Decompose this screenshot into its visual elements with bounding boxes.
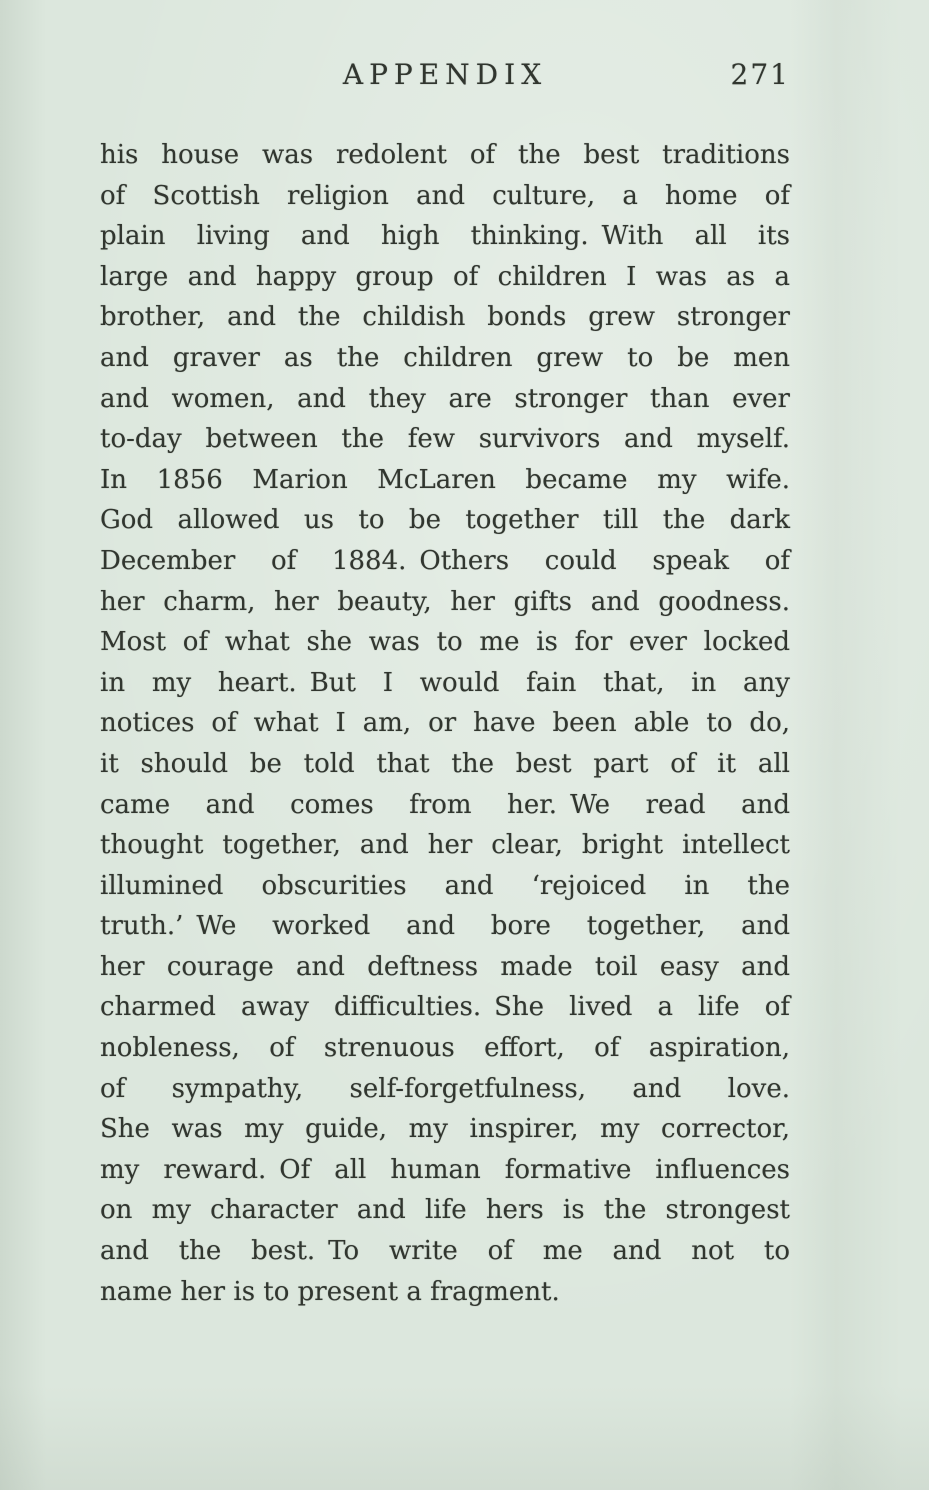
text-line: large and happy group of children I was as a — [100, 261, 790, 292]
body-text — [100, 135, 790, 1312]
text-line: December of 1884. Others could speak of — [100, 545, 790, 576]
text-line: came and comes from her. We read and — [100, 789, 790, 820]
text-line: brother, and the childish bonds grew stronger — [100, 302, 790, 333]
text-line: In 1856 Marion McLaren became my wife. — [100, 464, 790, 495]
text-line: charmed away difficulties. She lived a life of — [100, 992, 790, 1023]
text-line: and graver as the children grew to be men — [100, 342, 790, 373]
text-line: She was my guide, my inspirer, my corrector, — [100, 1114, 790, 1145]
text-line: it should be told that the best part of it all — [100, 748, 790, 779]
running-head: APPENDIX — [342, 58, 548, 91]
page-header — [100, 58, 790, 91]
page-number: 271 — [730, 58, 790, 91]
text-line: name her is to present a fragment. — [100, 1276, 560, 1307]
text-line: her charm, her beauty, her gifts and goodness. — [100, 586, 790, 617]
text-line: and women, and they are stronger than ever — [100, 383, 790, 414]
text-line: thought together, and her clear, bright intellect — [100, 830, 790, 861]
text-line: on my character and life hers is the strongest — [100, 1195, 790, 1226]
text-line: and the best. To write of me and not to — [100, 1236, 790, 1267]
text-line: truth.’ We worked and bore together, and — [100, 911, 790, 942]
text-line: illumined obscurities and ‘rejoiced in the — [100, 870, 790, 901]
text-line: notices of what I am, or have been able to do, — [100, 708, 790, 739]
text-line: my reward. Of all human formative influences — [100, 1154, 790, 1185]
text-line: in my heart. But I would fain that, in any — [100, 667, 790, 698]
text-line: his house was redolent of the best traditions — [100, 140, 790, 170]
text-line: of Scottish religion and culture, a home of — [100, 180, 790, 211]
text-line: nobleness, of strenuous effort, of aspiration, — [100, 1033, 790, 1064]
text-line: God allowed us to be together till the dark — [100, 505, 790, 536]
text-line: of sympathy, self-forgetfulness, and love. — [100, 1073, 790, 1104]
text-line: Most of what she was to me is for ever locked — [100, 627, 790, 658]
text-line: plain living and high thinking. With all its — [100, 221, 790, 252]
text-line: her courage and deftness made toil easy and — [100, 951, 790, 982]
text-line: to-day between the few survivors and myself. — [100, 424, 790, 455]
